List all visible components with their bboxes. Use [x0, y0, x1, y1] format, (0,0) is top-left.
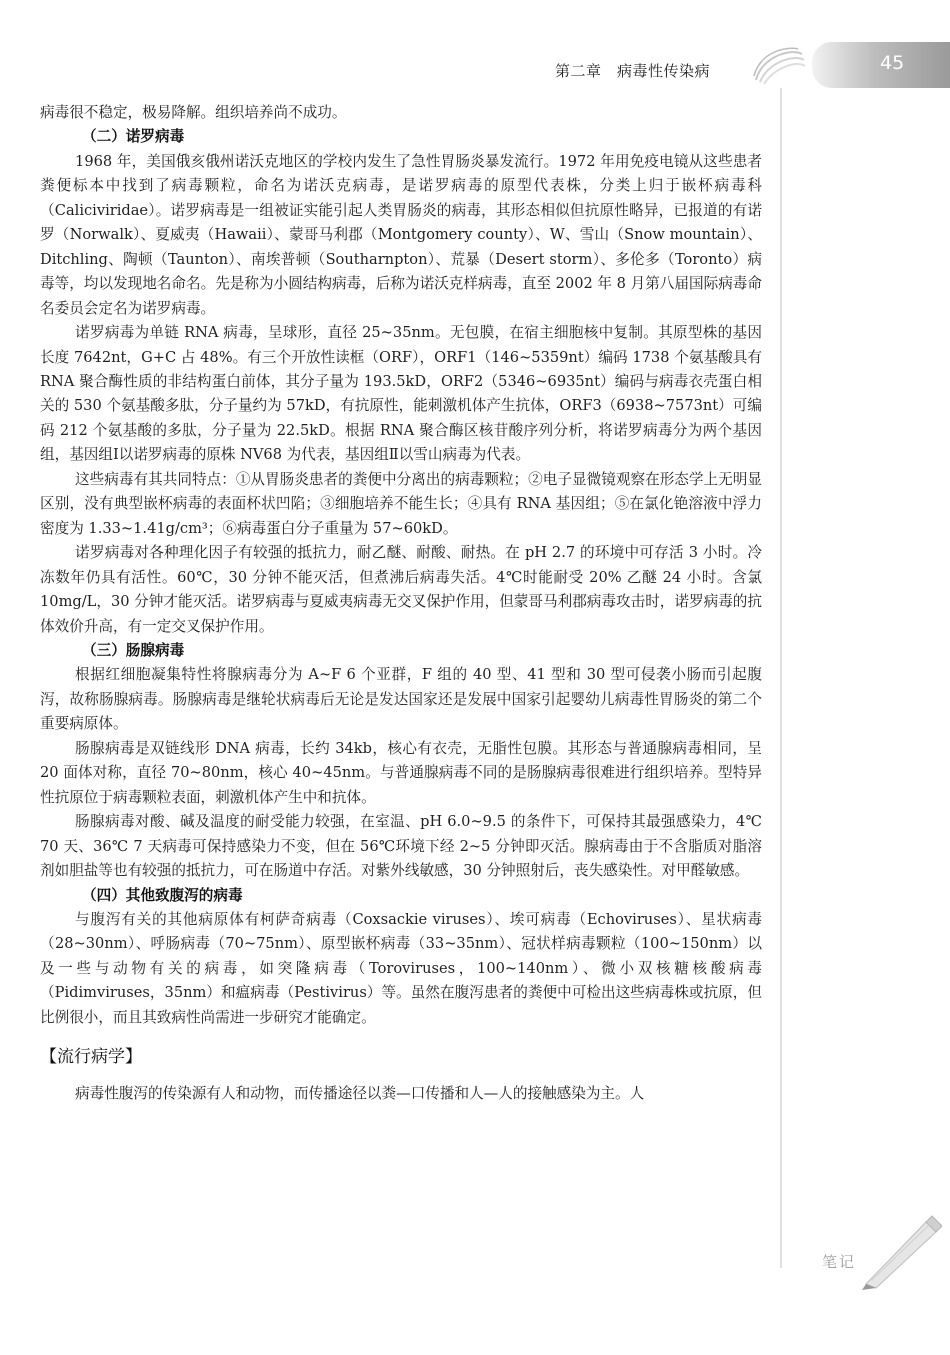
- section-heading-enteric-adenovirus: （三）肠腺病毒: [82, 641, 185, 659]
- main-text: [40, 101, 762, 1107]
- paragraph: 1968 年，美国俄亥俄州诺沃克地区的学校内发生了急性胃肠炎暴发流行。1972 年用免疫电镜从这些患者粪便标本中找到了病毒颗粒，命名为诺沃克病毒，是诺罗病毒的原型代表株，分类上归于嵌杯病毒科（Caliciviridae）。诺罗病毒是一组被证实能引起人类胃肠炎的病毒，其形态相似但抗原性略异，已报道的有诺罗（Norwalk）、夏威夷（Hawaii）、蒙哥马利郡（Montgomery county）、W、雪山（Snow mountain）、Ditchling、陶顿（Taunton）、南埃普顿（Southarnpton）、荒暴（Desert storm）、多伦多（Toronto）病毒等，均以发现地名命名。先是称为小圆结构病毒，后称为诺沃克样病毒，直至 2002 年 8 月第八届国际病毒命名委员会定名为诺罗病毒。: [40, 152, 762, 317]
- paragraph: 病毒很不稳定，极易降解。组织培养尚不成功。: [40, 104, 347, 121]
- paragraph: 与腹泻有关的其他病原体有柯萨奇病毒（Coxsackie viruses）、埃可病毒（Echoviruses）、星状病毒（28~30nm）、呼肠病毒（70~75nm）、原型嵌杯病毒（33~35nm）、冠状样病毒颗粒（100~150nm）以及一些与动物有关的病毒，如突隆病毒（Toroviruses，100~140nm）、微小双核糖核酸病毒（Pidimviruses，35nm）和瘟病毒（Pestivirus）等。虽然在腹泻患者的粪便中可检出这些病毒株或抗原，但比例很小，而且其致病性尚需进一步研究才能确定。: [40, 910, 762, 1026]
- paragraph: 这些病毒有其共同特点：①从胃肠炎患者的粪便中分离出的病毒颗粒；②电子显微镜观察在形态学上无明显区别，没有典型嵌杯病毒的表面杯状凹陷；③细胞培养不能生长；④具有 RNA 基因组；⑤在氯化铯溶液中浮力密度为 1.33~1.41g/cm³；⑥病毒蛋白分子重量为 57~60kD。: [40, 470, 762, 537]
- paragraph: 肠腺病毒是双链线形 DNA 病毒，长约 34kb，核心有衣壳，无脂性包膜。其形态与普通腺病毒相同，呈 20 面体对称，直径 70~80nm，核心 40~45nm。与普通腺病毒不同的是肠腺病毒很难进行组织培养。型特异性抗原位于病毒颗粒表面，刺激机体产生中和抗体。: [40, 739, 762, 806]
- paragraph: 诺罗病毒对各种理化因子有较强的抵抗力，耐乙醚、耐酸、耐热。在 pH 2.7 的环境中可存活 3 小时。冷冻数年仍具有活性。60℃，30 分钟不能灭活，但煮沸后病毒失活。4℃时能耐受 20% 乙醚 24 小时。含氯 10mg/L，30 分钟才能灭活。诺罗病毒与夏威夷病毒无交叉保护作用，但蒙哥马利郡病毒攻击时，诺罗病毒的抗体效价升高，有一定交叉保护作用。: [40, 544, 762, 635]
- pencil-icon: [860, 1212, 942, 1290]
- section-heading-norovirus: （二）诺罗病毒: [82, 128, 185, 146]
- swirl-decoration-icon: [752, 46, 806, 86]
- section-heading-epidemiology: 【流行病学】: [40, 1047, 142, 1068]
- notes-label: 笔记: [822, 1253, 857, 1271]
- section-heading-other-viruses: （四）其他致腹泻的病毒: [82, 886, 243, 904]
- margin-divider: [780, 88, 782, 1268]
- paragraph: 病毒性腹泻的传染源有人和动物，而传播途径以粪—口传播和人—人的接触感染为主。人: [75, 1085, 645, 1103]
- page-number: 45: [880, 52, 905, 74]
- paragraph: 肠腺病毒对酸、碱及温度的耐受能力较强，在室温、pH 6.0~9.5 的条件下，可保持其最强感染力，4℃ 70 天、36℃ 7 天病毒可保持感染力不变，但在 56℃环境下经 2~5 分钟即灭活。腺病毒由于不含脂质对脂溶剂如胆盐等也有较强的抵抗力，可在肠道中存活。对紫外线敏感，30 分钟照射后，丧失感染性。对甲醛敏感。: [40, 813, 762, 880]
- chapter-title: 第二章 病毒性传染病: [555, 62, 711, 80]
- paragraph: 诺罗病毒为单链 RNA 病毒，呈球形，直径 25~35nm。无包膜，在宿主细胞核中复制。其原型株的基因长度 7642nt，G+C 占 48%。有三个开放性读框（ORF），ORF1（146~5359nt）编码 1738 个氨基酸具有 RNA 聚合酶性质的非结构蛋白前体，其分子量为 193.5kD，ORF2（5346~6935nt）编码与病毒衣壳蛋白相关的 530 个氨基酸多肽，分子量约为 57kD，有抗原性，能刺激机体产生抗体，ORF3（6938~7573nt）可编码 212 个氨基酸的多肽，分子量为 22.5kD。根据 RNA 聚合酶区核苷酸序列分析，将诺罗病毒分为两个基因组，基因组Ⅰ以诺罗病毒的原株 NV68 为代表，基因组Ⅱ以雪山病毒为代表。: [40, 324, 762, 464]
- paragraph: 根据红细胞凝集特性将腺病毒分为 A~F 6 个亚群，F 组的 40 型、41 型和 30 型可侵袭小肠而引起腹泻，故称肠腺病毒。肠腺病毒是继轮状病毒后无论是发达国家还是发展中国家引起婴幼儿病毒性胃肠炎的第二个重要病原体。: [40, 666, 762, 733]
